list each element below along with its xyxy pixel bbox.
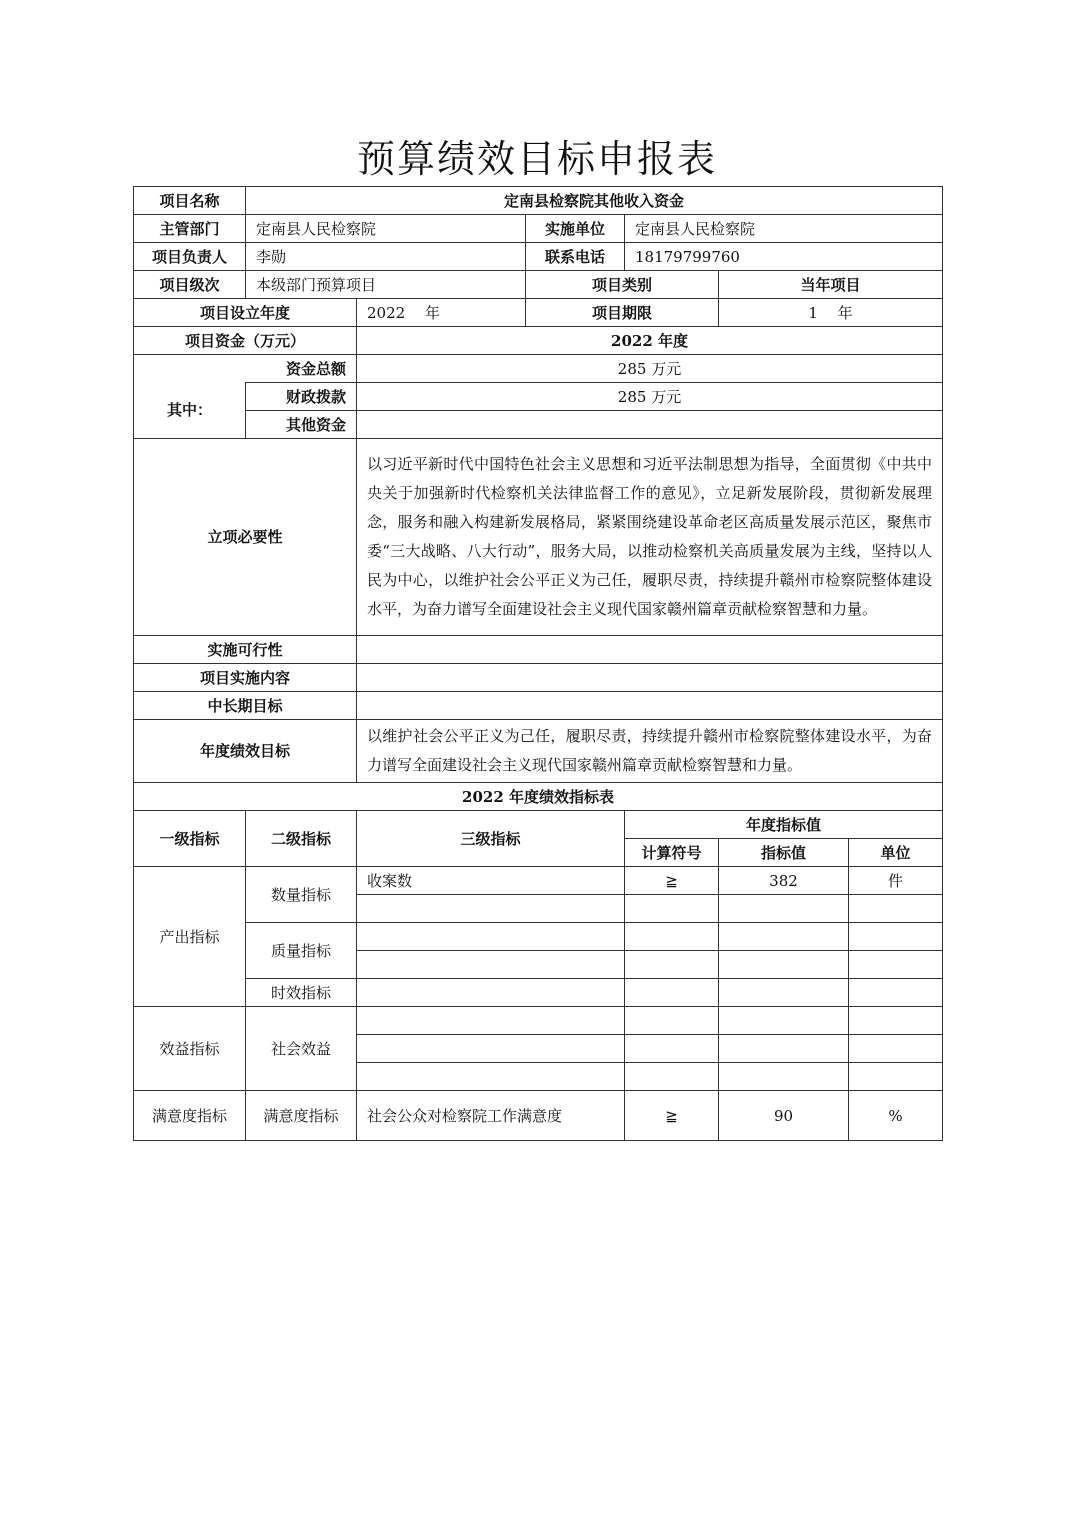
label-midlong: 中长期目标 [134, 692, 357, 720]
row-feasibility [134, 636, 943, 664]
label-fiscal: 财政拨款 [246, 383, 357, 411]
empty-cell [849, 895, 943, 923]
lvl2-satisfaction: 满意度指标 [246, 1091, 357, 1141]
empty-cell [719, 1063, 849, 1091]
value-fiscal: 285 万元 [357, 383, 943, 411]
empty-cell [357, 1035, 625, 1063]
value-total: 285 万元 [357, 355, 943, 383]
empty-cell [719, 1007, 849, 1035]
label-impl-unit: 实施单位 [526, 215, 625, 243]
empty-cell [849, 923, 943, 951]
empty-cell [849, 1007, 943, 1035]
empty-cell [357, 1063, 625, 1091]
empty-cell [849, 1063, 943, 1091]
empty-cell [849, 951, 943, 979]
empty-cell [719, 1035, 849, 1063]
value-category: 当年项目 [719, 271, 943, 299]
lvl3-cell: 社会公众对检察院工作满意度 [357, 1091, 625, 1141]
empty-cell [357, 923, 625, 951]
table-row [134, 923, 943, 951]
label-period: 项目期限 [526, 299, 719, 327]
row-necessity [134, 439, 943, 636]
label-content: 项目实施内容 [134, 664, 357, 692]
label-other: 其他资金 [246, 411, 357, 439]
label-project-name: 项目名称 [134, 187, 246, 215]
indicator-table-title: 2022 年度绩效指标表 [134, 783, 943, 811]
row-total [134, 355, 943, 383]
value-feasibility [357, 636, 943, 664]
label-phone: 联系电话 [526, 243, 625, 271]
label-of-which: 其中： [134, 383, 246, 439]
value-cell: 90 [719, 1091, 849, 1141]
value-necessity: 以习近平新时代中国特色社会主义思想和习近平法制思想为指导，全面贯彻《中共中央关于加强新时代检察机关法律监督工作的意见》，立足新发展阶段，贯彻新发展理念，服务和融入构建新发展格局，紧紧围绕建设革命老区高质量发展示范区，聚焦市委“三大战略、八大行动”，服务大局，以推动检察机关高质量发展为主线，坚持以人民为中心，以维护社会公平正义为己任，履职尽责，持续提升赣州市检察院整体建设水平，为奋力谱写全面建设社会主义现代国家赣州篇章贡献检察智慧和力量。 [357, 439, 943, 636]
lvl3-cell: 收案数 [357, 867, 625, 895]
empty-cell [625, 1035, 719, 1063]
row-leader [134, 243, 943, 271]
row-indicator-title [134, 783, 943, 811]
page-title: 预算绩效目标申报表 [356, 137, 717, 181]
value-midlong [357, 692, 943, 720]
empty-cell [719, 951, 849, 979]
empty-cell [357, 951, 625, 979]
head-unit: 单位 [849, 839, 943, 867]
label-category: 项目类别 [526, 271, 719, 299]
empty-cell [357, 1007, 625, 1035]
row-setup-year [134, 299, 943, 327]
blank-cell [134, 355, 246, 383]
lvl2-quantity: 数量指标 [246, 867, 357, 923]
empty-cell [625, 895, 719, 923]
empty-cell [719, 895, 849, 923]
empty-cell [625, 951, 719, 979]
value-impl-unit: 定南县人民检察院 [625, 215, 943, 243]
row-indicator-head1 [134, 811, 943, 839]
unit-cell: 件 [849, 867, 943, 895]
value-setup-year: 2022 年 [357, 299, 526, 327]
op-cell: ≧ [625, 1091, 719, 1141]
head-lvl1: 一级指标 [134, 811, 246, 867]
empty-cell [625, 923, 719, 951]
row-annual-goal [134, 720, 943, 783]
table-row [134, 867, 943, 895]
budget-form-table [133, 186, 943, 1141]
row-funds [134, 327, 943, 355]
label-leader: 项目负责人 [134, 243, 246, 271]
empty-cell [625, 979, 719, 1007]
lvl1-output: 产出指标 [134, 867, 246, 1007]
row-fiscal [134, 383, 943, 411]
lvl2-quality: 质量指标 [246, 923, 357, 979]
row-midlong [134, 692, 943, 720]
table-row [134, 979, 943, 1007]
value-phone: 18179799760 [625, 243, 943, 271]
row-project-name [134, 187, 943, 215]
row-other [134, 411, 943, 439]
lvl2-timeliness: 时效指标 [246, 979, 357, 1007]
unit-cell: % [849, 1091, 943, 1141]
value-other [357, 411, 943, 439]
op-cell: ≧ [625, 867, 719, 895]
label-necessity: 立项必要性 [134, 439, 357, 636]
label-setup-year: 项目设立年度 [134, 299, 357, 327]
value-period: 1 年 [719, 299, 943, 327]
empty-cell [719, 923, 849, 951]
value-content [357, 664, 943, 692]
table-row [134, 1007, 943, 1035]
head-lvl2: 二级指标 [246, 811, 357, 867]
empty-cell [719, 979, 849, 1007]
label-feasibility: 实施可行性 [134, 636, 357, 664]
label-level: 项目级次 [134, 271, 246, 299]
head-op: 计算符号 [625, 839, 719, 867]
empty-cell [625, 1007, 719, 1035]
row-dept [134, 215, 943, 243]
head-value: 指标值 [719, 839, 849, 867]
lvl1-benefit: 效益指标 [134, 1007, 246, 1091]
value-leader: 李勋 [246, 243, 526, 271]
empty-cell [849, 1035, 943, 1063]
lvl2-social: 社会效益 [246, 1007, 357, 1091]
label-total: 资金总额 [246, 355, 357, 383]
value-cell: 382 [719, 867, 849, 895]
empty-cell [357, 895, 625, 923]
label-annual-goal: 年度绩效目标 [134, 720, 357, 783]
value-level: 本级部门预算项目 [246, 271, 526, 299]
value-funds-year: 2022 年度 [357, 327, 943, 355]
row-level [134, 271, 943, 299]
value-dept: 定南县人民检察院 [246, 215, 526, 243]
row-content [134, 664, 943, 692]
lvl1-satisfaction: 满意度指标 [134, 1091, 246, 1141]
label-dept: 主管部门 [134, 215, 246, 243]
label-funds: 项目资金（万元） [134, 327, 357, 355]
empty-cell [849, 979, 943, 1007]
value-annual-goal: 以维护社会公平正义为己任，履职尽责，持续提升赣州市检察院整体建设水平，为奋力谱写全面建设社会主义现代国家赣州篇章贡献检察智慧和力量。 [357, 720, 943, 783]
head-lvl3: 三级指标 [357, 811, 625, 867]
table-row [134, 1091, 943, 1141]
empty-cell [357, 979, 625, 1007]
empty-cell [625, 1063, 719, 1091]
value-project-name: 定南县检察院其他收入资金 [246, 187, 943, 215]
head-annual-value: 年度指标值 [625, 811, 943, 839]
